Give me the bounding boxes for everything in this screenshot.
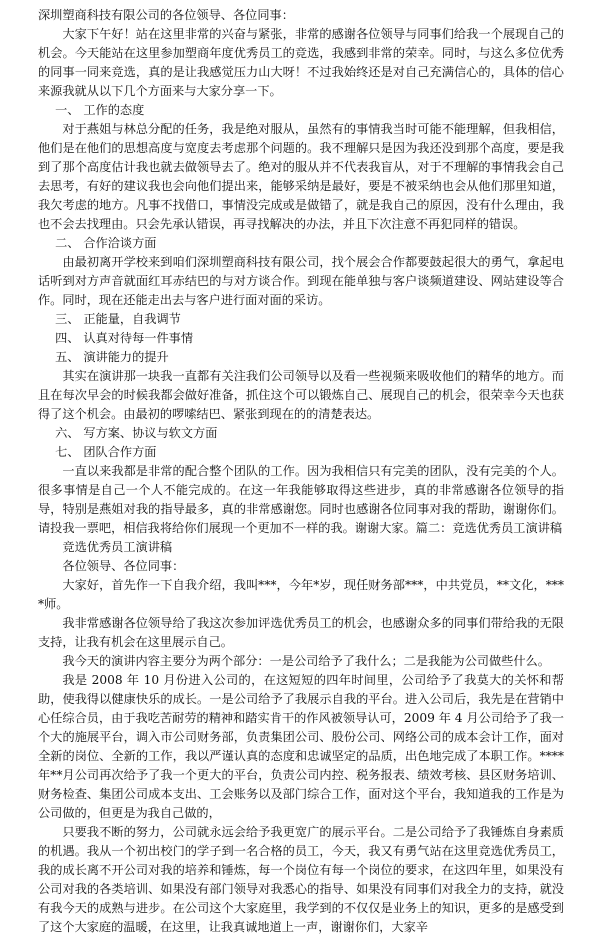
teamwork-paragraph: 一直以来我都是非常的配合整个团队的工作。因为我相信只有完美的团队，没有完美的个人。很多事情是自己一个人不能完成的。在这一年我能够取得这些进步，真的非常感谢各位领导的指导，特别是燕姐对我的指导最多，真的非常感谢您。同时也感谢各位同事对我的帮助，谢谢你们。 请投我一票吧，相信我将给你们展现一个更加不一样的我。谢谢大家。篇二：竞选优秀员工演讲稿 bbox=[38, 464, 564, 535]
section-heading-positive-energy: 三、 正能量，自我调节 bbox=[55, 312, 181, 326]
attitude-paragraph: 对于燕姐与林总分配的任务，我是绝对服从，虽然有的事情我当时可能不能理解，但我相信，他们是在他们的思想高度与宽度去考虑那个问题的。我不理解只是因为我还没到那个高度，要是我到了那个高度估计我也就去做领导去了。绝对的服从并不代表我盲从，对于不理解的事情我会自己去思考，有好的建议我也会向他们提出来，能够采纳是最好，要是不被采纳也会从他们那里知道，我欠考虑的地方。凡事不找借口，事情没完成或是做错了，就是我自己的原因，没有什么理由，我也不会去找理由。只会先承认错误，再寻找解决的办法，并且下次注意不再犯同样的错误。 bbox=[38, 122, 564, 231]
speech-paragraph: 其实在演讲那一块我一直都有关注我们公司领导以及看一些视频来吸收他们的精华的地方。而且在每次早会的时候我都会做好准备，抓住这个可以锻炼自己、展现自己的机会，很荣幸今天也获得了这个机会。由最初的啰嗦结巴、紧张到现在的的清楚表达。 bbox=[38, 369, 564, 421]
self-introduction-paragraph: 大家好，首先作一下自我介绍，我叫***，今年*岁，现任财务部***，中共党员，**文化，****师。 bbox=[38, 578, 564, 611]
cooperation-paragraph: 由最初离开学校来到咱们深圳塑商科技有限公司，找个展会合作都要鼓起很大的勇气，拿起电话听到对方声音就面红耳赤结巴的与对方谈合作。到现在能单独与客户谈频道建设、网站建设等合作。同时，现在还能走出去与客户进行面对面的采访。 bbox=[38, 255, 564, 307]
intro-paragraph: 大家下午好！站在这里非常的兴奋与紧张，非常的感谢各位领导与同事们给我一个展现自己的机会。今天能站在这里参加塑商年度优秀员工的竞选，我感到非常的荣幸。同时，与这么多位优秀的同事一同来竞选，真的是让我感觉压力山大呀！不过我始终还是对自己充满信心的，具体的信心来源我就从以下几个方面来与大家分享一下。 bbox=[38, 27, 564, 98]
section-heading-cooperation: 二、 合作洽谈方面 bbox=[55, 236, 157, 250]
thanks-paragraph: 我非常感谢各位领导给了我这次参加评选优秀员工的机会，也感谢众多的同事们带给我的无限支持，让我有机会在这里展示自己。 bbox=[38, 616, 564, 649]
growth-paragraph: 只要我不断的努力，公司就永远会给予我更宽广的展示平台。二是公司给予了我锤炼自身素质的机遇。我从一个初出校门的学子到一名合格的员工，今天，我又有勇气站在这里竞选优秀员工，我的成长离不开公司对我的培养和锤炼，每一个岗位有每一个岗位的要求，在这四年里，如果没有公司对我的各类培训、如果没有部门领导对我悉心的指导、如果没有同事们对我全力的支持，就没有我今天的成熟与进步。在公司这个大家庭里，我学到的不仅仅是业务上的知识，更多的是感受到了这个大家庭的温暖，在这里，让我真诚地道上一声，谢谢你们，大家辛 bbox=[38, 825, 564, 934]
article-two-title: 竞选优秀员工演讲稿 bbox=[62, 540, 173, 554]
career-paragraph: 我是 2008 年 10 月份进入公司的，在这短短的四年时间里，公司给予了我莫大的关怀和帮助，使我得以健康快乐的成长。一是公司给予了我展示自我的平台。进入公司后，我先是在营销中心任综合员，由于我吃苦耐劳的精神和踏实肯干的作风被领导认可，2009 年 4 月公司给予了我一个大的施展平台，调入市公司财务部，负责集团公司、股份公司、网络公司的成本会计工作，面对全新的岗位、全新的工作，我以严谨认真的态度和忠诚坚定的品质，出色地完成了本职工作。****年**月公司再次给予了我一个更大的平台，负责公司内控、税务报表、绩效考核、县区财务培训、财务检查、集团公司成本支出、工会账务以及部门综合工作，面对这个平台，我知道我的工作是为公司做的，但更是为我自己做的， bbox=[38, 673, 564, 820]
article-two-salutation: 各位领导、各位同事： bbox=[62, 559, 185, 573]
section-heading-teamwork: 七、 团队合作方面 bbox=[55, 445, 157, 459]
salutation: 深圳塑商科技有限公司的各位领导、各位同事： bbox=[38, 8, 294, 22]
document-body bbox=[38, 6, 564, 937]
section-heading-writing: 六、 写方案、协议与软文方面 bbox=[55, 426, 218, 440]
section-heading-attitude: 一、 工作的态度 bbox=[55, 103, 145, 117]
section-heading-speech: 五、 演讲能力的提升 bbox=[55, 350, 169, 364]
outline-paragraph: 我今天的演讲内容主要分为两个部分：一是公司给予了我什么；二是我能为公司做些什么。 bbox=[62, 654, 550, 668]
section-heading-seriousness: 四、 认真对待每一件事情 bbox=[55, 331, 194, 345]
